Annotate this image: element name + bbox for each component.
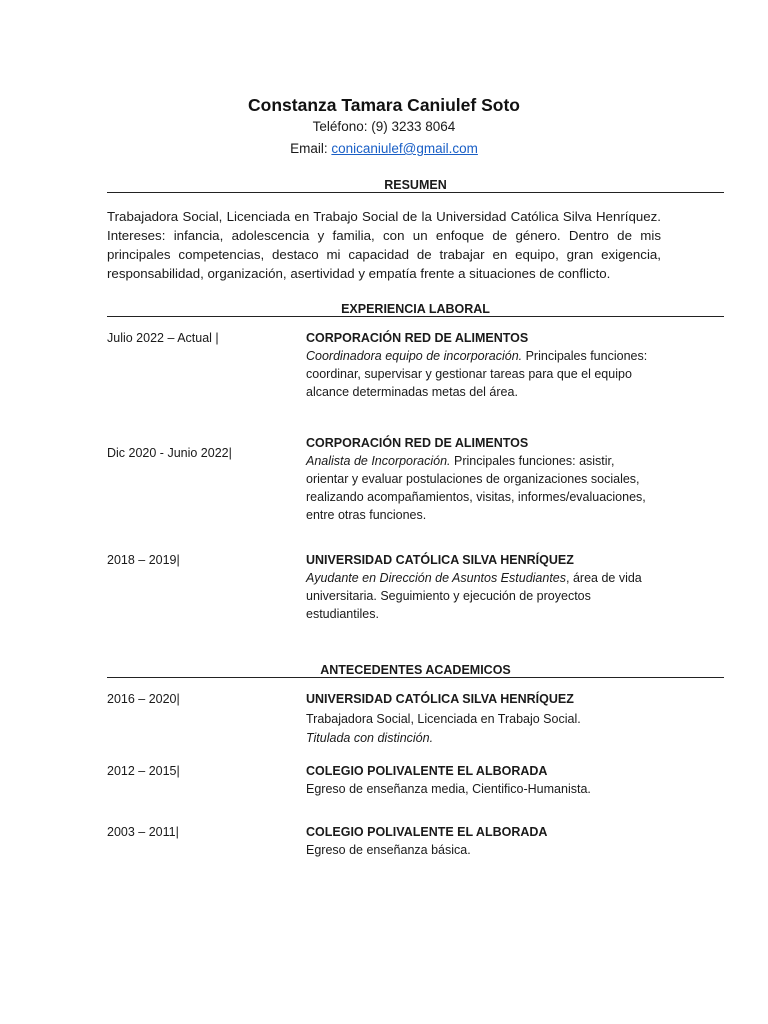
entry-org: COLEGIO POLIVALENTE EL ALBORADA bbox=[306, 764, 548, 778]
entry-body bbox=[306, 551, 651, 623]
email-label: Email: bbox=[290, 141, 328, 156]
phone-line bbox=[0, 116, 768, 138]
entry-date: 2003 – 2011| bbox=[107, 825, 179, 839]
summary-text: Trabajadora Social, Licenciada en Trabajo Social de la Universidad Católica Silva Henríquez. Intereses: infancia, adolescencia y familia, con un enfoque de género. Dentro de mis principales competencias, destaco mi capacidad de trabajar en equipo, gran exigencia, responsabilidad, organización, asertividad y empatía frente a situaciones de conflicto. bbox=[107, 209, 661, 281]
email-line bbox=[0, 138, 768, 160]
resume-header bbox=[0, 94, 768, 160]
entry-org: CORPORACIÓN RED DE ALIMENTOS bbox=[306, 331, 529, 345]
entry-date: 2018 – 2019| bbox=[107, 553, 180, 567]
entry-role: Analista de Incorporación. bbox=[306, 454, 451, 468]
entry-degree: Egreso de enseñanza media, Cientifico-Humanista. bbox=[306, 782, 591, 796]
education-heading: ANTECEDENTES ACADEMICOS bbox=[107, 663, 724, 678]
entry-distinction: Titulada con distinción. bbox=[306, 731, 434, 745]
entry-org: COLEGIO POLIVALENTE EL ALBORADA bbox=[306, 825, 548, 839]
entry-description: Principales funciones: asistir, orientar y evaluar postulaciones de organizaciones sociales, realizando acompañamientos, visitas, informes/evaluaciones, entre otras funciones. bbox=[306, 454, 646, 522]
entry-degree: Egreso de enseñanza básica. bbox=[306, 843, 471, 857]
summary-heading: RESUMEN bbox=[107, 178, 724, 193]
phone-label: Teléfono: bbox=[312, 119, 368, 134]
email-link[interactable]: conicaniulef@gmail.com bbox=[331, 141, 478, 156]
entry-role: Ayudante en Dirección de Asuntos Estudiantes bbox=[306, 571, 567, 585]
entry-date: Dic 2020 - Junio 2022| bbox=[107, 446, 232, 460]
entry-description: , área de vida universitaria. Seguimiento y ejecución de proyectos estudiantiles. bbox=[306, 571, 642, 621]
entry-degree: Trabajadora Social, Licenciada en Trabajo Social. bbox=[306, 711, 581, 726]
entry-body bbox=[306, 762, 666, 798]
entry-date: Julio 2022 – Actual | bbox=[107, 331, 219, 345]
entry-description: Principales funciones: coordinar, supervisar y gestionar tareas para que el equipo alcance determinadas metas del área. bbox=[306, 349, 648, 399]
entry-body bbox=[306, 823, 666, 859]
entry-org: UNIVERSIDAD CATÓLICA SILVA HENRÍQUEZ bbox=[306, 553, 574, 567]
entry-body bbox=[306, 434, 656, 524]
entry-org: UNIVERSIDAD CATÓLICA SILVA HENRÍQUEZ bbox=[306, 692, 574, 706]
entry-role: Coordinadora equipo de incorporación. bbox=[306, 349, 523, 363]
entry-date: 2016 – 2020| bbox=[107, 692, 180, 706]
entry-org: CORPORACIÓN RED DE ALIMENTOS bbox=[306, 436, 529, 450]
experience-heading: EXPERIENCIA LABORAL bbox=[107, 302, 724, 317]
entry-body bbox=[306, 329, 666, 401]
candidate-name: Constanza Tamara Caniulef Soto bbox=[248, 95, 520, 115]
entry-body bbox=[306, 690, 666, 749]
phone-number: (9) 3233 8064 bbox=[371, 119, 456, 134]
entry-date: 2012 – 2015| bbox=[107, 764, 180, 778]
